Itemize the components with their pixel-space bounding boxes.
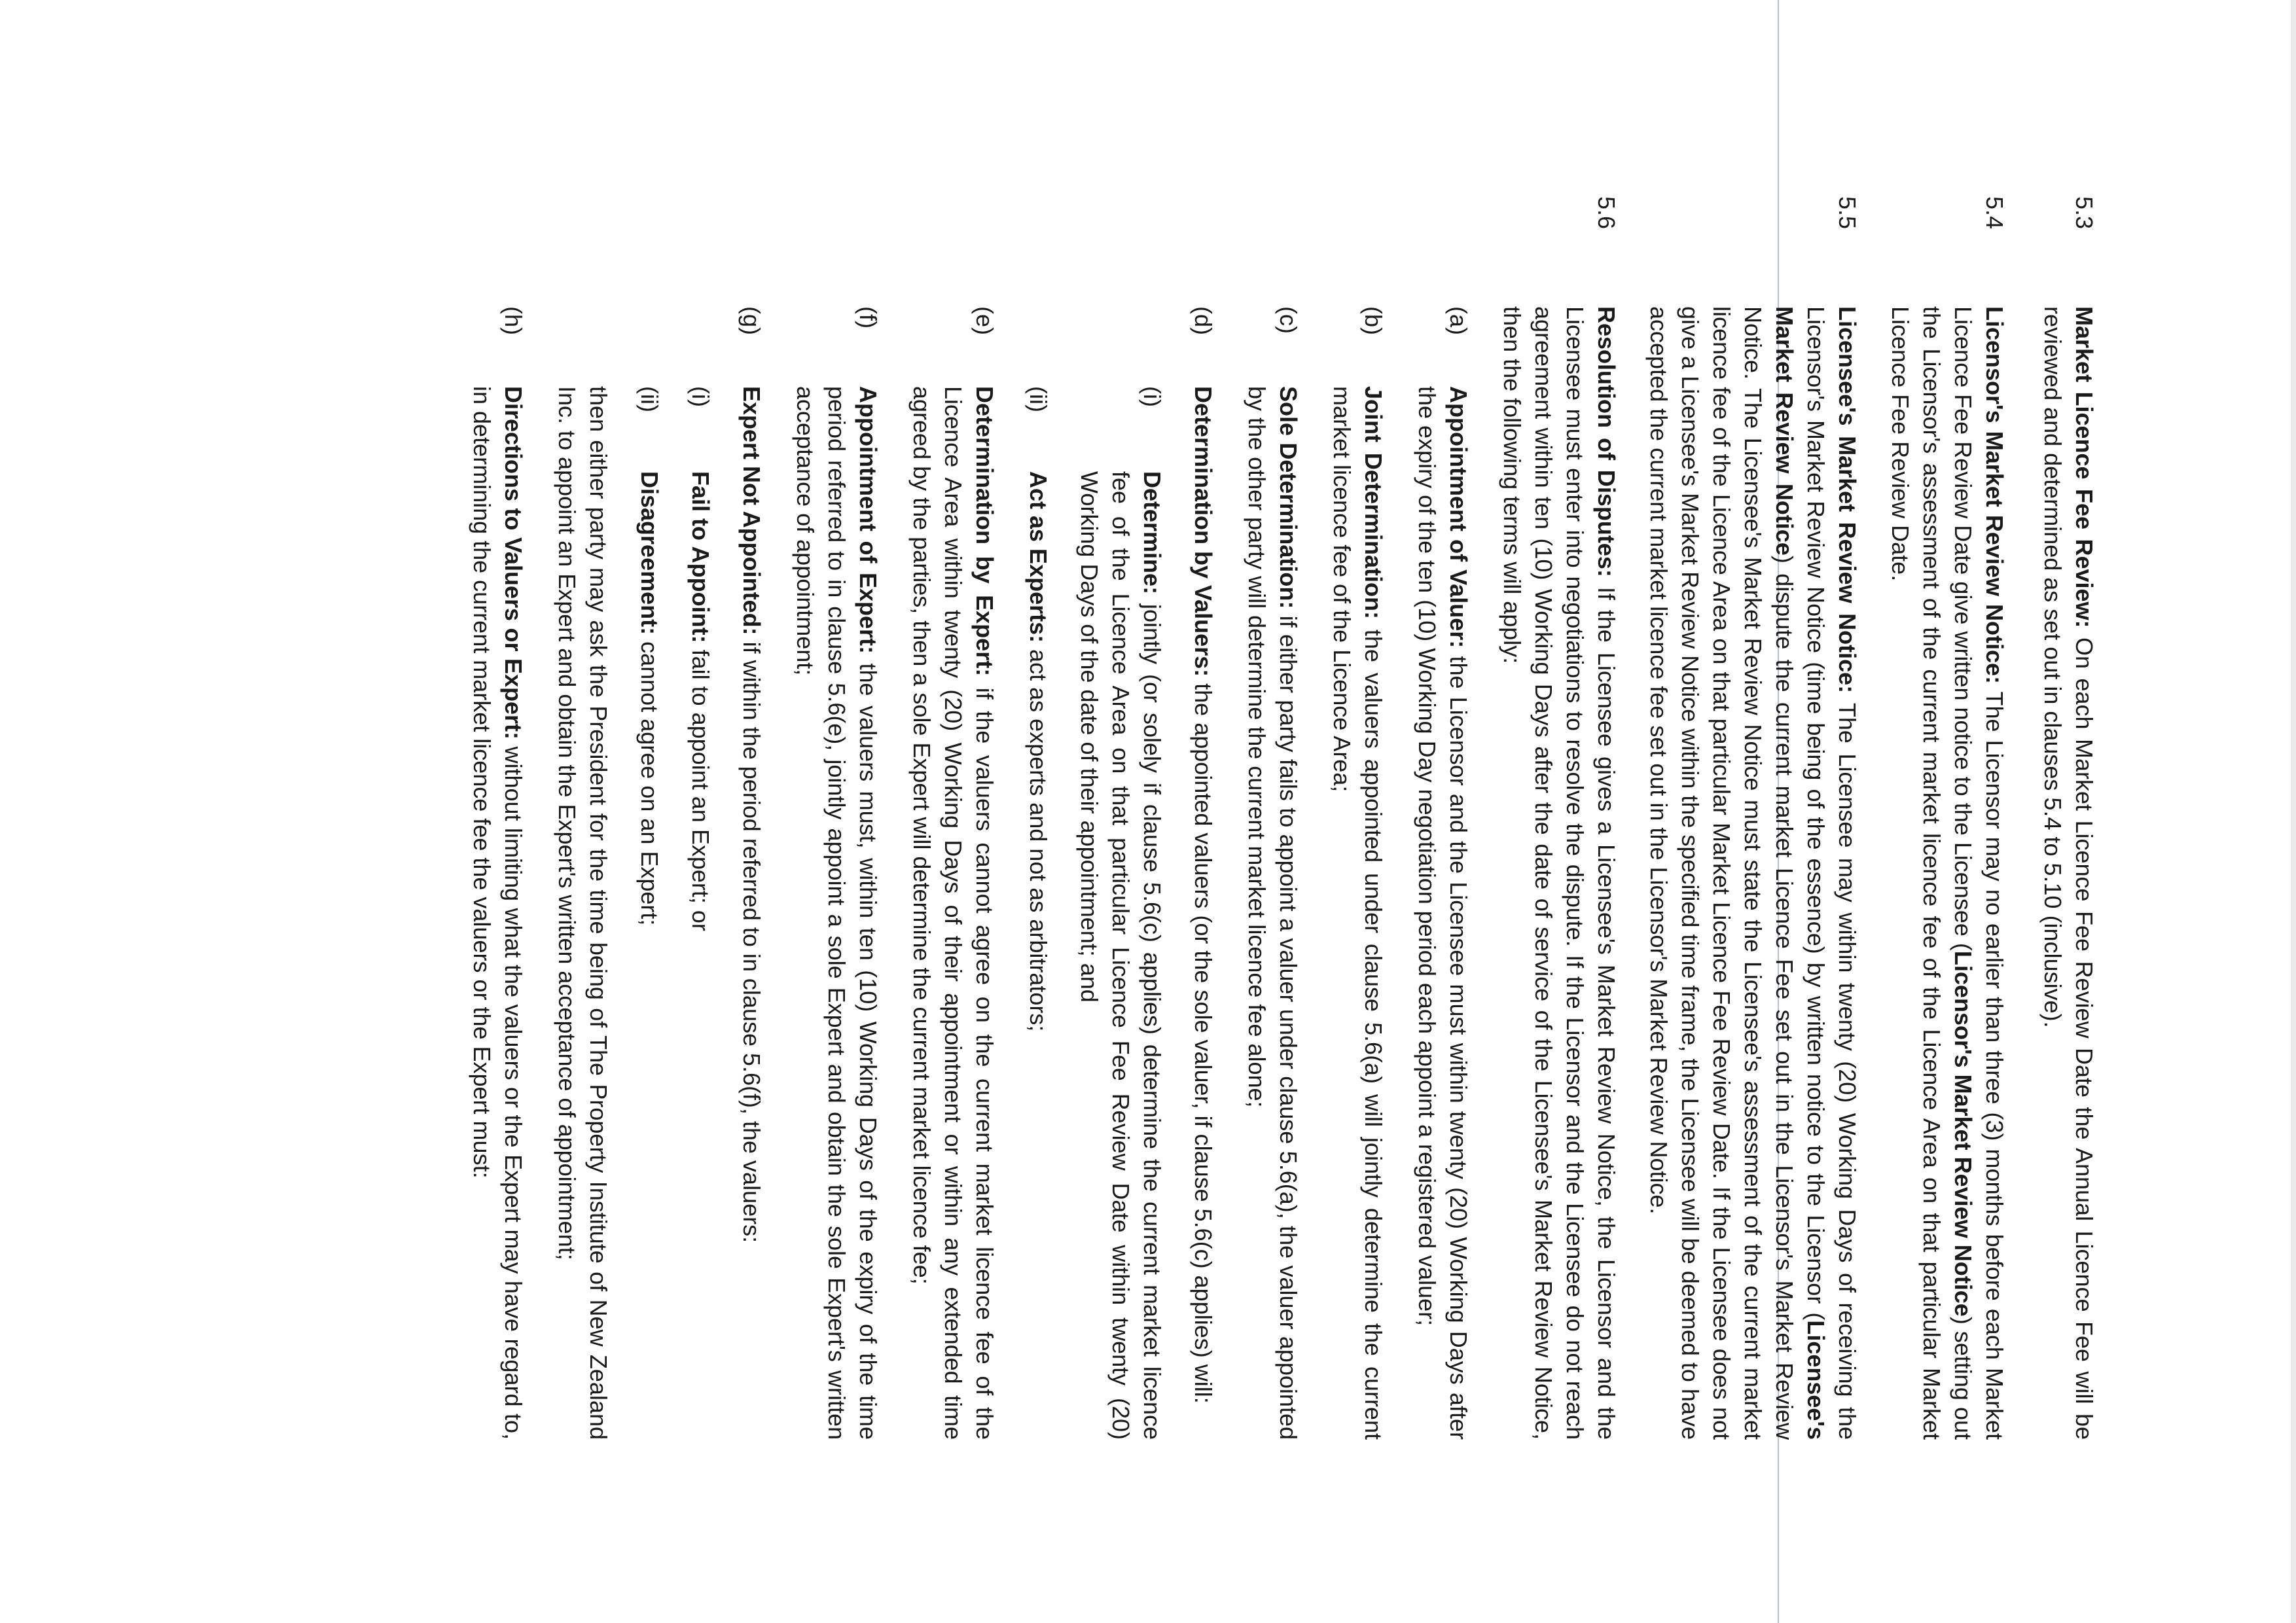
paragraph-text: cannot agree on an Expert; <box>636 641 663 926</box>
paragraph-heading: Fail to Appoint: <box>687 471 714 643</box>
subclause-label: (a) <box>1445 306 1472 335</box>
paragraph-g-ii <box>634 196 665 1440</box>
subclause-label: (b) <box>1360 306 1387 335</box>
subclause-label: (c) <box>1275 306 1302 334</box>
paragraph-g-i <box>685 196 716 1440</box>
paragraph-text: jointly (or solely if clause 5.6(c) applies) determine the current market licence fee of the Licence Area on that particular Licence Fee Review Date within twenty (20) Working Days of the date of their appointment; and <box>1076 471 1166 1440</box>
subclause-a <box>1411 196 1474 1440</box>
subclause-heading: Appointment of Expert: <box>855 386 882 654</box>
paragraph-text: act as experts and not as arbitrators; <box>1025 649 1052 1032</box>
subclause-h <box>466 196 529 1440</box>
scan-edge <box>2291 0 2296 1623</box>
subclause-text: the valuers must, within ten (10) Working Days of the expiry of the time period referred to in clause 5.6(e), jointly appoint a sole Expert and obtain the sole Expert's written acceptance of appointment; <box>792 386 882 1440</box>
clause-text: The Licensee may within twenty (20) Working Days of receiving the Licensor's Market Review Notice (time being of the essence) by written notice to the Licensor ( <box>1803 306 1861 1440</box>
clause-number: 5.4 <box>1981 196 2008 230</box>
subclause-heading: Appointment of Valuer: <box>1445 386 1472 649</box>
clause-text: The Licensor may no earlier than three (3) months before each Market Licence Fee Review Date give written notice to the Licensee ( <box>1950 306 2008 1440</box>
paragraph-heading: Determine: <box>1139 471 1166 595</box>
clause-heading: Licensee's Market Review Notice: <box>1834 306 1861 694</box>
defined-term: Licensee's Market Review Notice <box>1771 306 1829 1440</box>
clause-heading: Resolution of Disputes: <box>1593 306 1620 577</box>
subclause-label: (f) <box>855 306 882 329</box>
subclause-heading: Expert Not Appointed: <box>738 386 765 635</box>
subclause-label: (d) <box>1190 306 1217 335</box>
clause-text: On each Market Licence Fee Review Date the Annual Licence Fee will be reviewed and determined as set out in clauses 5.4 to 5.10 (inclusive). <box>2039 306 2098 1440</box>
subclause-heading: Determination by Valuers: <box>1190 386 1217 677</box>
subclause-g <box>736 196 767 1440</box>
subclause-b <box>1326 196 1389 1440</box>
clause-5-5 <box>1643 196 1863 1440</box>
subclause-label: (e) <box>971 306 998 335</box>
clause-5-6 <box>466 196 1622 1440</box>
paragraph-label: (i) <box>1139 386 1166 407</box>
subclause-label: (h) <box>500 306 527 335</box>
clause-number: 5.5 <box>1834 196 1861 230</box>
subclause-text: the valuers appointed under clause 5.6(a) will jointly determine the current market licence fee of the Licence Area; <box>1329 386 1387 1440</box>
subclause-text: if the valuers cannot agree on the current market licence fee of the Licence Area within twenty (20) Working Days of their appointment or within any extended time agreed by the parties, then a sole Expert will determine the current market licence fee; <box>908 386 998 1440</box>
paragraph-heading: Act as Experts: <box>1025 471 1052 643</box>
subclause-g-closing: then either party may ask the President for the time being of The Property Institute of New Zealand Inc. to appoint an Expert and obtain the Expert's written acceptance of appointment; <box>554 386 612 1440</box>
subclause-e <box>906 196 1000 1440</box>
clause-heading: Licensor's Market Review Notice: <box>1981 306 2008 685</box>
paragraph-heading: Disagreement: <box>636 471 663 635</box>
clause-5-4 <box>1884 196 2010 1440</box>
subclause-heading: Directions to Valuers or Expert: <box>500 386 527 740</box>
subclause-text: if within the period referred to in clause 5.6(f), the valuers: <box>738 641 765 1243</box>
subclause-heading: Joint Determination: <box>1360 386 1387 619</box>
paragraph-label: (ii) <box>1025 386 1052 412</box>
clause-number: 5.3 <box>2071 196 2098 230</box>
subclause-text: the Licensor and the Licensee must within twenty (20) Working Days after the expiry of the ten (10) Working Day negotiation period each appoint a registered valuer; <box>1414 386 1472 1440</box>
subclause-text: the appointed valuers (or the sole valuer, if clause 5.6(c) applies) will: <box>1190 683 1217 1404</box>
clause-heading: Market Licence Fee Review: <box>2071 306 2098 628</box>
paragraph-label: (ii) <box>636 386 663 412</box>
subclause-label: (g) <box>738 306 765 335</box>
clause-text: ) dispute the current market Licence Fee set out in the Licensor's Market Review Notice. The Licensee's Market Review Notice must state the Licensee's assessment of the current market licence fee of the Licence Area on that particular Market Licence Fee Review Date. If the Licensee does not give a Licensee's Market Review Notice within the specified time frame, the Licensee will be deemed to have accepted the current market licence fee set out in the Licensor's Market Review Notice. <box>1645 306 1798 1440</box>
subclause-f <box>789 196 884 1440</box>
subclause-heading: Sole Determination: <box>1275 386 1302 609</box>
clause-text: If the Licensee gives a Licensee's Market Review Notice, the Licensor and the Licensee must enter into negotiations to resolve the dispute. If the Licensor and the Licensee do not reach agreement within ten (10) Working Days after the date of service of the Licensee's Market Review Notice, then the following terms will apply: <box>1499 306 1620 1440</box>
paragraph-d-i <box>1073 196 1168 1440</box>
paragraph-label: (i) <box>687 386 714 407</box>
subclause-text: if either party fails to appoint a valuer under clause 5.6(a), the valuer appointed by the other party will determine the current market licence fee alone; <box>1244 386 1302 1440</box>
paragraph-d-ii <box>1022 196 1054 1440</box>
subclause-c <box>1241 196 1304 1440</box>
clause-5-3 <box>2037 196 2100 1440</box>
clause-text: ) setting out the Licensor's assessment of the current market licence fee of the Licence Area on that particular Market Licence Fee Review Date. <box>1887 306 1977 1440</box>
clause-number: 5.6 <box>1593 196 1620 230</box>
subclause-d <box>1187 196 1219 1440</box>
subclause-text: without limiting what the valuers or the Expert may have regard to, in determining the current market licence fee the valuers or the Expert must: <box>469 386 527 1440</box>
paragraph-text: fail to appoint an Expert; or <box>687 649 714 931</box>
subclause-heading: Determination by Expert: <box>971 386 998 677</box>
defined-term: Licensor's Market Review Notice <box>1950 950 1977 1317</box>
